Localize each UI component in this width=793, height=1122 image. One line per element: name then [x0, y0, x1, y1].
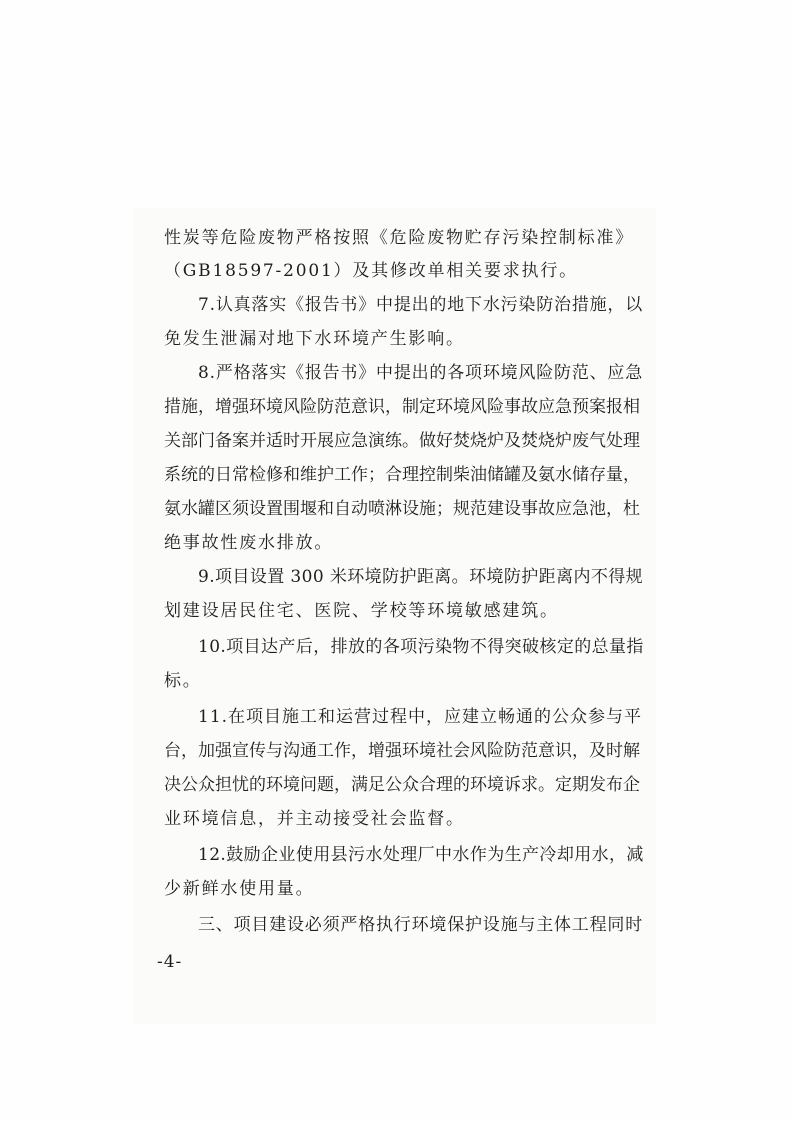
- section-three-line: 三、项目建设必须严格执行环境保护设施与主体工程同时: [198, 915, 643, 935]
- item-9-line: 9.项目设置 300 米环境防护距离。环境防护距离内不得规: [198, 567, 644, 587]
- text-line: 措施，增强环境风险防范意识，制定环境风险事故应急预案报相: [164, 397, 640, 417]
- text-line: 标。: [164, 671, 202, 691]
- text-line: （GB18597-2001）及其修改单相关要求执行。: [164, 261, 578, 281]
- text-line: 业环境信息，并主动接受社会监督。: [164, 809, 465, 829]
- text-line: 系统的日常检修和维护工作；合理控制柴油储罐及氨水储存量，: [164, 465, 640, 485]
- item-11-line: 11.在项目施工和运营过程中，应建立畅通的公众参与平: [198, 707, 643, 727]
- text-line: 关部门备案并适时开展应急演练。做好焚烧炉及焚烧炉废气处理: [164, 431, 640, 451]
- text-line: 少新鲜水使用量。: [164, 879, 315, 899]
- text-line: 氨水罐区须设置围堰和自动喷淋设施；规范建设事故应急池，杜: [164, 499, 640, 519]
- text-line: 绝事故性废水排放。: [164, 533, 334, 553]
- text-line: 免发生泄漏对地下水环境产生影响。: [164, 329, 465, 349]
- page-number: -4-: [157, 952, 183, 972]
- item-7-line: 7.认真落实《报告书》中提出的地下水污染防治措施，以: [198, 295, 644, 315]
- item-12-line: 12.鼓励企业使用县污水处理厂中水作为生产冷却用水，减: [198, 845, 644, 865]
- text-line: 性炭等危险废物严格按照《危险废物贮存污染控制标准》: [164, 228, 634, 248]
- text-line: 台，加强宣传与沟通工作，增强环境社会风险防范意识，及时解: [164, 741, 640, 761]
- text-line: 划建设居民住宅、医院、学校等环境敏感建筑。: [164, 601, 559, 621]
- item-10-line: 10.项目达产后，排放的各项污染物不得突破核定的总量指: [198, 637, 644, 657]
- item-8-line: 8.严格落实《报告书》中提出的各项环境风险防范、应急: [198, 363, 644, 383]
- text-line: 决公众担忧的环境问题，满足公众合理的环境诉求。定期发布企: [164, 775, 640, 795]
